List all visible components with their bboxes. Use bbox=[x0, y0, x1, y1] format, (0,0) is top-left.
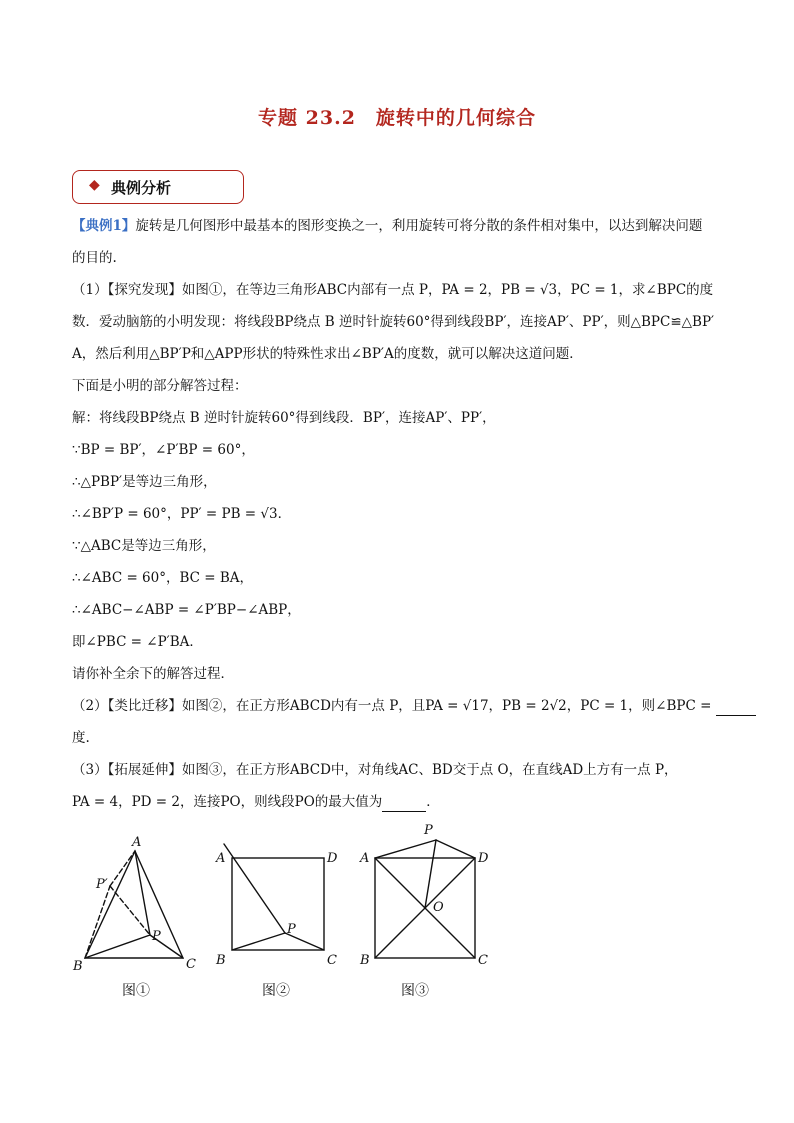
segment-pb-2 bbox=[232, 933, 285, 950]
line-text: 度. bbox=[72, 730, 90, 746]
figure-3 bbox=[375, 840, 475, 958]
line-text: PA = 4，PD = 2，连接PO，则线段PO的最大值为 bbox=[72, 794, 383, 810]
fig3-label-a: A bbox=[360, 851, 370, 866]
diamond-icon: ◆ bbox=[89, 177, 100, 193]
text-line bbox=[72, 216, 702, 236]
text-line bbox=[72, 664, 234, 684]
fig1-label-a: A bbox=[132, 835, 142, 850]
text-line bbox=[72, 792, 440, 812]
line-text: （1）【探究发现】如图①，在等边三角形ABC内部有一点 P，PA = 2，PB = √3，PC = 1，求∠BPC的度 bbox=[72, 282, 714, 298]
line-text: （3）【拓展延伸】如图③，在正方形ABCD中，对角线AC、BD交于点 O，在直线AD上方有一点 P， bbox=[72, 762, 678, 778]
figure-2-caption: 图② bbox=[262, 983, 290, 999]
text-line bbox=[72, 312, 714, 332]
text-line bbox=[72, 760, 678, 780]
section-label: 典例分析 bbox=[111, 179, 172, 197]
fig1-label-p: P bbox=[152, 929, 161, 944]
line-text: 即∠PBC = ∠P′BA． bbox=[72, 634, 203, 650]
text-line bbox=[72, 504, 291, 524]
fig2-label-a: A bbox=[216, 851, 226, 866]
segment-pd-3 bbox=[436, 840, 475, 858]
figure-1 bbox=[85, 851, 183, 958]
line-text: ∴△PBP′是等边三角形， bbox=[72, 474, 217, 490]
text-line bbox=[72, 344, 583, 364]
fig3-label-d: D bbox=[478, 851, 489, 866]
fig3-label-p: P bbox=[424, 823, 433, 838]
figure-2 bbox=[224, 844, 324, 950]
page-title: 专题 23.2 旋转中的几何综合 bbox=[258, 107, 536, 129]
text-line bbox=[72, 600, 301, 620]
text-line bbox=[72, 472, 217, 492]
segment-p2a bbox=[110, 851, 135, 886]
segment-p2p bbox=[110, 886, 150, 935]
text-line bbox=[72, 568, 253, 588]
segment-pa bbox=[135, 851, 150, 935]
line-text: ∴∠ABC−∠ABP = ∠P′BP−∠ABP， bbox=[72, 602, 301, 618]
line-text: 旋转是几何图形中最基本的图形变换之一，利用旋转可将分散的条件相对集中，以达到解决问题 bbox=[135, 218, 703, 234]
text-line bbox=[72, 632, 203, 652]
fig3-label-c: C bbox=[478, 953, 488, 968]
fig2-label-b: B bbox=[216, 953, 226, 968]
segment-bp2 bbox=[85, 886, 110, 958]
fig1-label-c: C bbox=[186, 957, 196, 972]
line-text: 请你补全余下的解答过程． bbox=[72, 666, 234, 682]
square-abcd-2 bbox=[232, 858, 324, 950]
text-line bbox=[72, 408, 496, 428]
line-text: ∴∠BP′P = 60°，PP′ = PB = √3． bbox=[72, 506, 292, 522]
text-line bbox=[72, 728, 90, 748]
triangle-abc bbox=[85, 851, 183, 958]
line-text: A，然后利用△BP′P和△APP形状的特殊性求出∠BP′A的度数，就可以解决这道问题． bbox=[72, 346, 583, 362]
text-line bbox=[72, 440, 255, 460]
figure-3-caption: 图③ bbox=[401, 983, 429, 999]
text-line bbox=[72, 536, 216, 556]
text-line bbox=[72, 248, 117, 268]
fig2-label-d: D bbox=[327, 851, 338, 866]
fig2-label-c: C bbox=[327, 953, 337, 968]
figure-1-caption: 图① bbox=[122, 983, 150, 999]
text-line bbox=[72, 280, 713, 300]
line-text: 解：将线段BP绕点 B 逆时针旋转60°得到线段．BP′，连接AP′、PP′， bbox=[72, 410, 496, 426]
fig1-label-b: B bbox=[73, 959, 83, 974]
answer-blank[interactable] bbox=[382, 797, 426, 812]
answer-blank[interactable] bbox=[716, 701, 756, 716]
text-line bbox=[72, 696, 756, 716]
line-text: （2）【类比迁移】如图②，在正方形ABCD内有一点 P，且PA = √17，PB = 2√2，PC = 1，则∠BPC = bbox=[72, 698, 716, 714]
figures bbox=[60, 818, 520, 978]
line-text: 数．爱动脑筋的小明发现：将线段BP绕点 B 逆时针旋转60°得到线段BP′，连接AP′、PP′，则△BPC≌△BP′ bbox=[72, 314, 715, 330]
segment-pa-3 bbox=[375, 840, 436, 858]
fig2-label-p: P bbox=[287, 922, 296, 937]
text-line bbox=[72, 376, 248, 396]
line-text: ∴∠ABC = 60°，BC = BA， bbox=[72, 570, 254, 586]
example-tag: 【典例1】 bbox=[72, 218, 136, 234]
line-text: 下面是小明的部分解答过程： bbox=[72, 378, 248, 394]
line-text: ∵△ABC是等边三角形， bbox=[72, 538, 216, 554]
fig3-label-o: O bbox=[433, 900, 444, 915]
line-text: ． bbox=[426, 794, 440, 810]
fig1-label-p-prime: P′ bbox=[96, 877, 108, 892]
line-text: ∵BP = BP′，∠P′BP = 60°， bbox=[72, 442, 255, 458]
line-text: 的目的. bbox=[72, 250, 117, 266]
fig3-label-b: B bbox=[360, 953, 370, 968]
section-header bbox=[72, 170, 244, 204]
